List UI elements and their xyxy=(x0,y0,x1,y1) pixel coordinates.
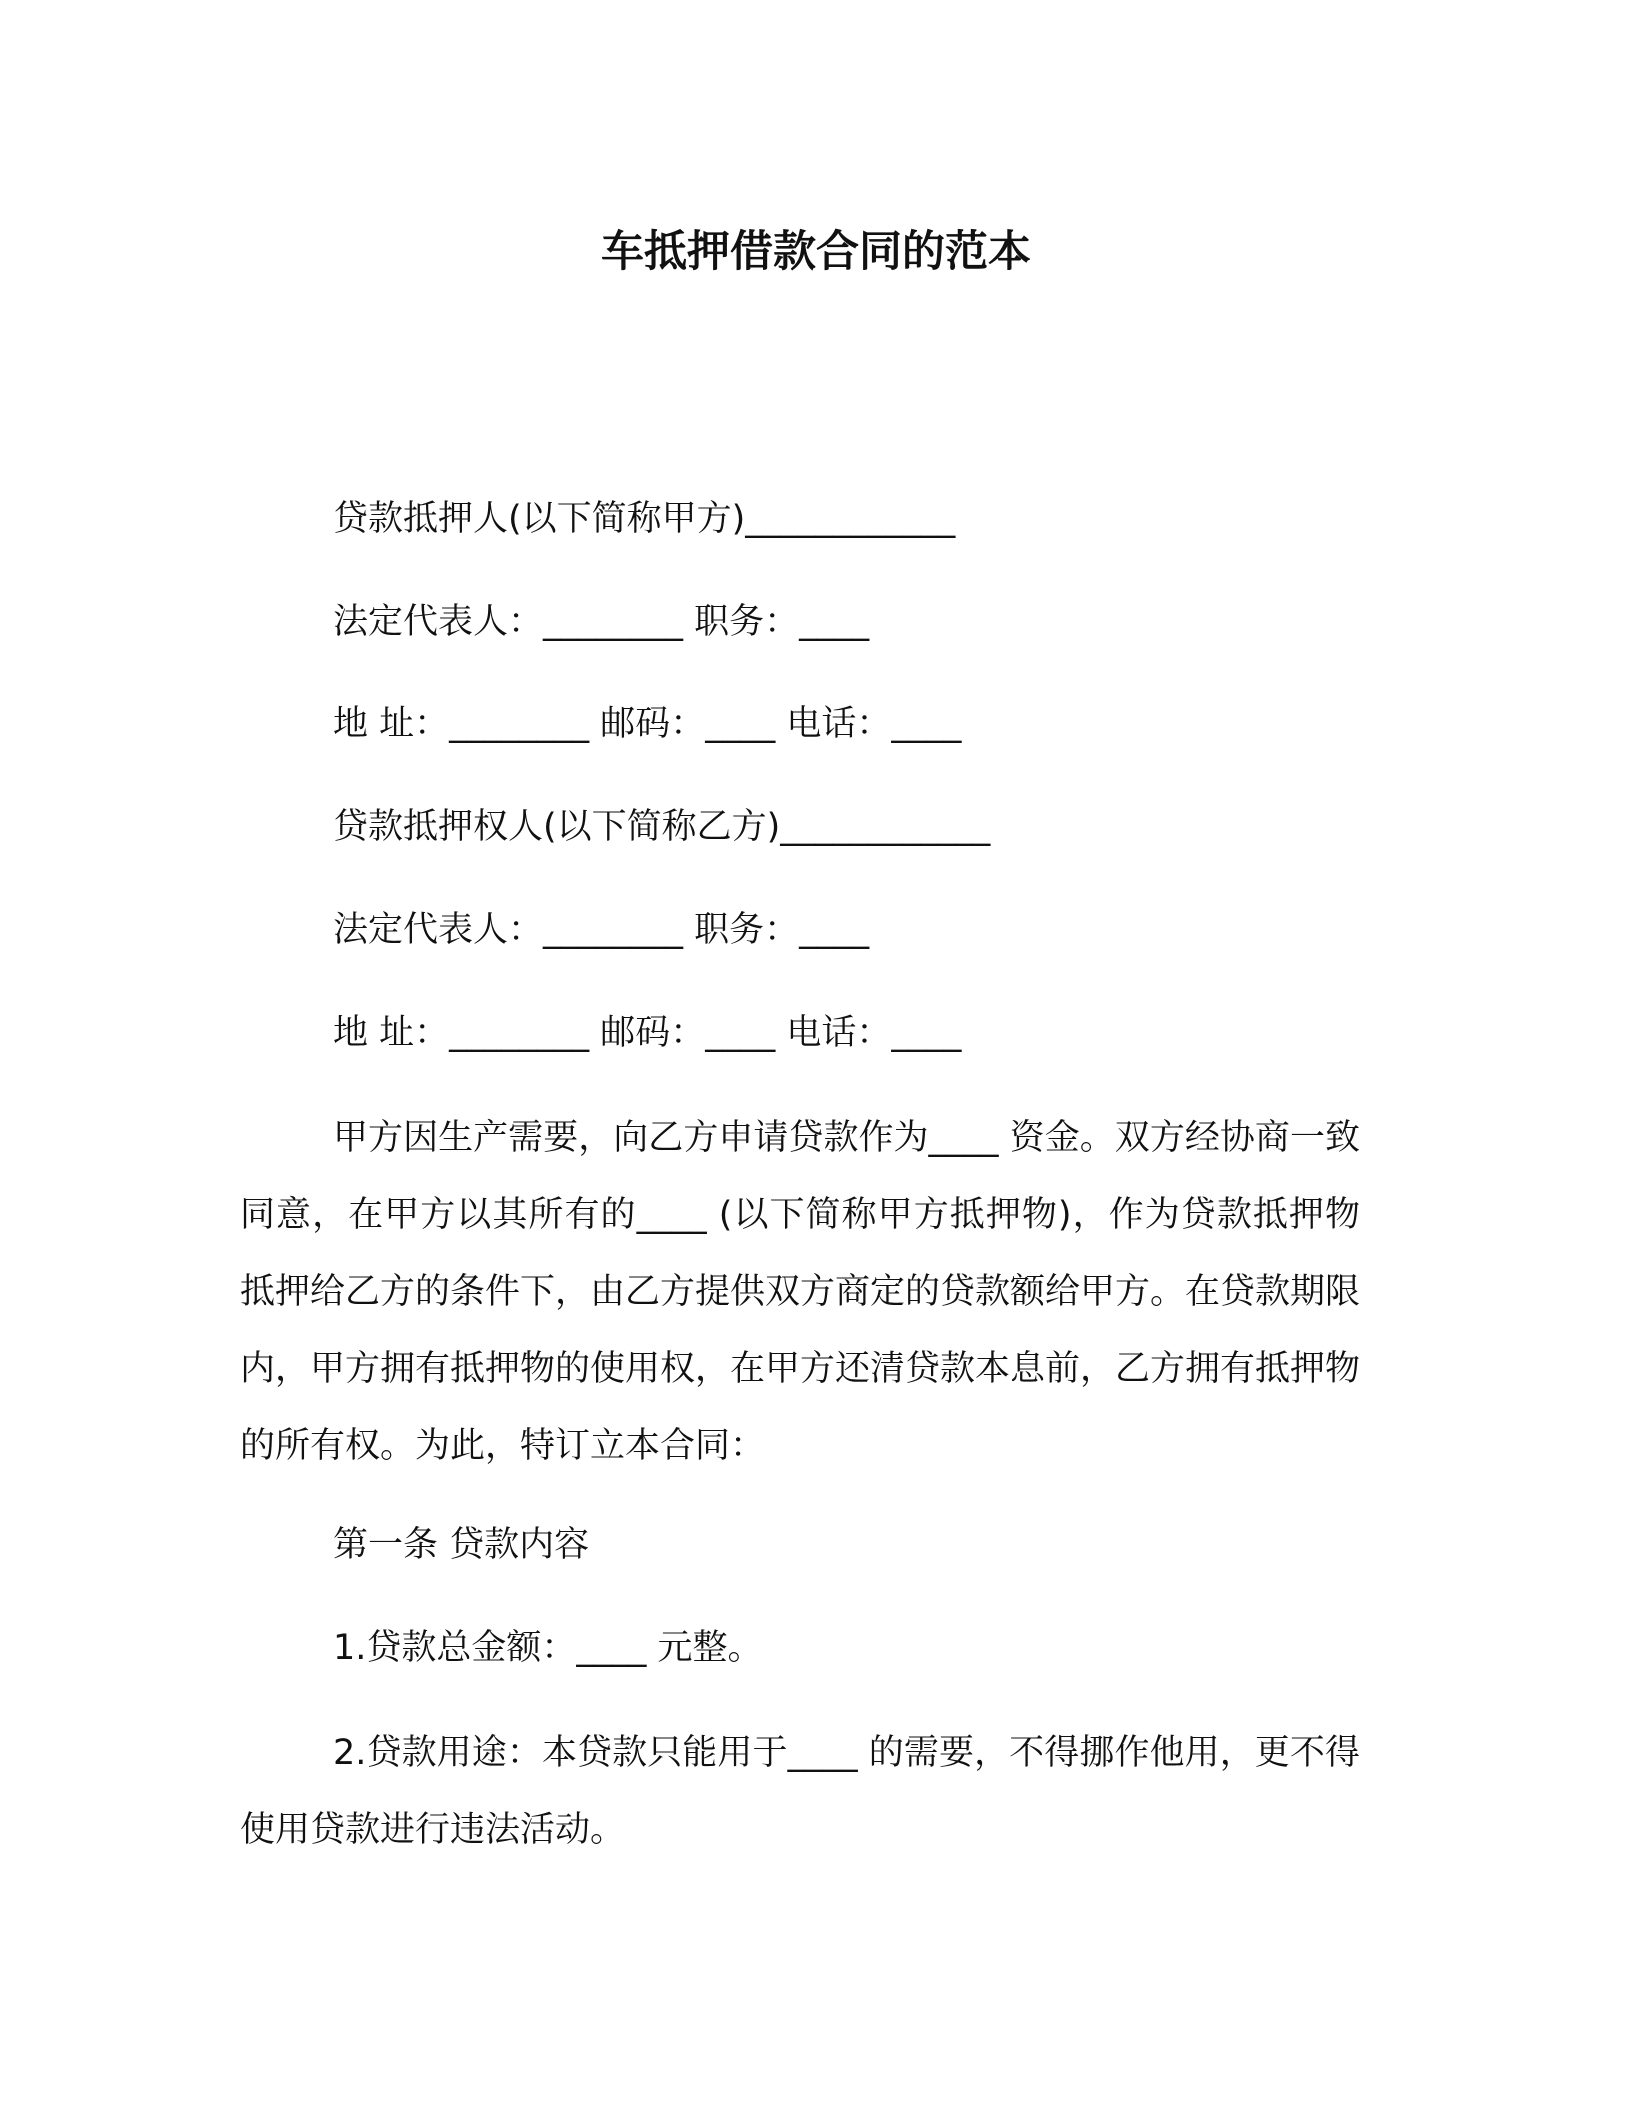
party-b-address: 地 址：________ 邮码：____ 电话：____ xyxy=(333,1013,962,1053)
party-b-representative: 法定代表人：________ 职务：____ xyxy=(333,910,870,950)
party-b-header: 贷款抵押权人(以下简称乙方)____________ xyxy=(333,807,991,847)
document-title: 车抵押借款合同的范本 xyxy=(601,227,1031,277)
article-1-item-1: 1.贷款总金额：____ 元整。 xyxy=(333,1628,763,1668)
article-1-item-2: 2.贷款用途：本贷款只能用于____ 的需要，不得挪作他用，更不得使用贷款进行违法活动。 xyxy=(240,1733,1360,1850)
party-a-representative: 法定代表人：________ 职务：____ xyxy=(333,602,870,642)
party-a-header: 贷款抵押人(以下简称甲方)____________ xyxy=(333,499,956,539)
intro-paragraph: 甲方因生产需要，向乙方申请贷款作为____ 资金。双方经协商一致同意，在甲方以其所有的____ (以下简称甲方抵押物)，作为贷款抵押物抵押给乙方的条件下，由乙方提供双方商定的贷款额给甲方。在贷款期限内，甲方拥有抵押物的使用权，在甲方还清贷款本息前，乙方拥有抵押物的所有权。为此，特订立本合同： xyxy=(240,1118,1361,1466)
article-1-heading: 第一条 贷款内容 xyxy=(333,1525,590,1565)
party-a-address: 地 址：________ 邮码：____ 电话：____ xyxy=(333,704,962,744)
